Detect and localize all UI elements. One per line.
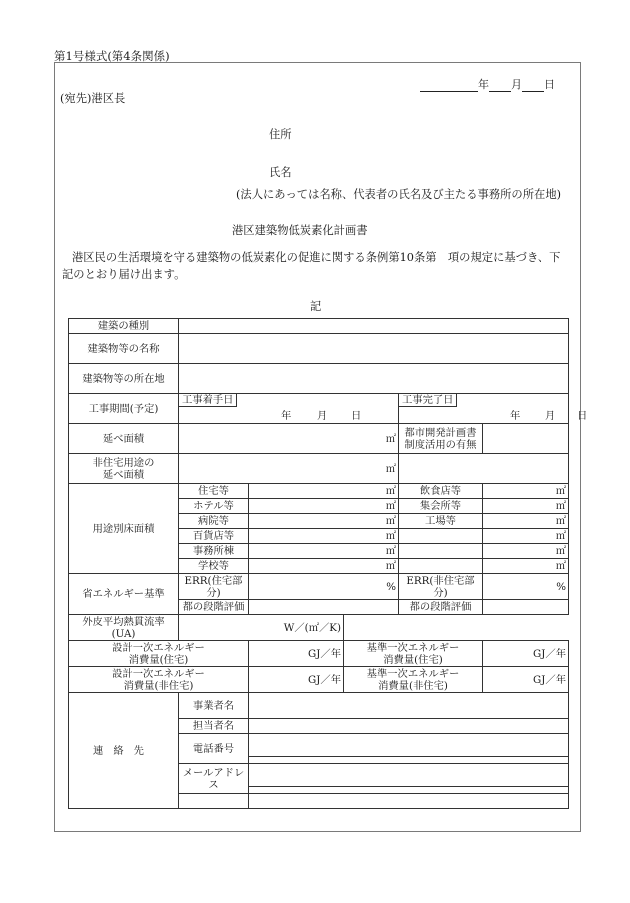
tokyo-eval-nonres-label: 都の段階評価 [399,600,483,615]
table-row [69,424,569,454]
use-right-field[interactable] [483,559,569,574]
use-left-label: 事務所棟 [179,544,249,559]
tokyo-eval-res-field[interactable] [249,600,399,615]
plan-table [68,318,588,809]
document-title: 港区建築物低炭素化計画書 [232,224,368,237]
use-left-field[interactable] [249,514,399,529]
bldg-name-field[interactable] [179,334,569,364]
date-line[interactable] [420,76,555,92]
ua-field[interactable] [179,615,344,641]
tokyo-eval-res-label: 都の段階評価 [179,600,249,615]
m2-unit: ㎡ [385,515,396,527]
bldg-location-field[interactable] [179,364,569,394]
year-blank[interactable] [420,80,478,92]
month-blank[interactable] [489,80,511,92]
address-label: 住所 [269,128,292,141]
use-right-field[interactable] [483,484,569,499]
m2-unit: ㎡ [385,530,396,542]
ua-unit: W／(㎡／K) [283,621,341,634]
table-row [69,574,569,600]
table-row [69,693,569,719]
addressee: (宛先)港区長 [60,92,126,105]
err-res-field[interactable] [249,574,399,600]
base-nonres-field[interactable] [483,667,569,693]
start-month: 月 [317,410,328,422]
table-row [69,641,569,667]
m2-unit: ㎡ [385,432,396,445]
email-field[interactable] [249,764,569,794]
use-right-label: 飲食店等 [399,484,483,499]
energy-std-label: 省エネルギー基準 [69,574,179,615]
use-right-field[interactable] [483,529,569,544]
bldg-location-label: 建築物等の所在地 [69,364,179,394]
bldg-name-label: 建築物等の名称 [69,334,179,364]
start-label: 工事着手日 [179,394,237,407]
total-area-field[interactable] [179,424,399,454]
gj-unit: GJ／年 [533,673,566,686]
month-label: 月 [511,78,522,91]
body-text: 港区民の生活環境を守る建築物の低炭素化の促進に関する条例第10条第 項の規定に基づき、下記のとおり届け出ます。 [62,251,561,281]
nonres-area-field[interactable] [179,454,399,484]
m2-unit: ㎡ [385,560,396,572]
finish-month: 月 [545,410,556,422]
percent-unit: % [556,580,566,593]
phone-field[interactable] [249,734,569,764]
contact-label: 連絡先 [69,693,179,809]
m2-unit: ㎡ [555,530,566,542]
table-row [69,394,569,424]
tokyo-eval-nonres-field[interactable] [483,600,569,615]
ki-heading: 記 [310,300,322,313]
name-note: (法人にあっては名称、代表者の氏名及び主たる事務所の所在地) [236,188,562,201]
period-label: 工事期間(予定) [69,394,179,424]
table-row [69,454,569,484]
design-nonres-field[interactable] [249,667,344,693]
finish-day: 日 [577,410,588,422]
use-right-field[interactable] [483,544,569,559]
use-left-field[interactable] [249,529,399,544]
contact-bottom-field [249,794,569,809]
m2-unit: ㎡ [555,560,566,572]
city-plan-field[interactable] [483,424,569,454]
use-right-field[interactable] [483,499,569,514]
use-left-label: ホテル等 [179,499,249,514]
kind-field[interactable] [179,319,569,334]
finish-label: 工事完了日 [399,394,457,407]
company-field[interactable] [249,693,569,719]
use-left-label: 学校等 [179,559,249,574]
base-res-label: 基準一次エネルギー 消費量(住宅) [344,641,483,667]
start-year: 年 [281,410,292,422]
use-left-field[interactable] [249,544,399,559]
table-row [69,334,569,364]
base-nonres-label: 基準一次エネルギー 消費量(非住宅) [344,667,483,693]
use-left-label: 住宅等 [179,484,249,499]
m2-unit: ㎡ [385,545,396,557]
finish-year: 年 [510,410,521,422]
base-res-field[interactable] [483,641,569,667]
table-row [69,615,569,641]
design-res-label: 設計一次エネルギー 消費量(住宅) [69,641,249,667]
design-res-field[interactable] [249,641,344,667]
use-right-label: 集会所等 [399,499,483,514]
use-right-label[interactable] [399,544,483,559]
design-nonres-label: 設計一次エネルギー 消費量(非住宅) [69,667,249,693]
err-nonres-label: ERR(非住宅部分) [399,574,483,600]
gj-unit: GJ／年 [533,647,566,660]
use-left-field[interactable] [249,499,399,514]
m2-unit: ㎡ [385,500,396,512]
m2-unit: ㎡ [555,545,566,557]
table-row [69,364,569,394]
err-res-label: ERR(住宅部分) [179,574,249,600]
total-area-label: 延べ面積 [69,424,179,454]
m2-unit: ㎡ [555,515,566,527]
day-blank[interactable] [522,80,544,92]
kind-label: 建築の種別 [69,319,179,334]
name-label: 氏名 [269,166,292,179]
m2-unit: ㎡ [555,500,566,512]
use-right-label[interactable] [399,559,483,574]
email-label: メールアドレス [179,764,249,794]
contact-bottom-blank [179,794,249,809]
person-field[interactable] [249,719,569,734]
company-label: 事業者名 [179,693,249,719]
use-left-field[interactable] [249,559,399,574]
use-right-label[interactable] [399,529,483,544]
start-day: 日 [351,410,362,422]
use-right-field[interactable] [483,514,569,529]
table-row [69,667,569,693]
use-left-field[interactable] [249,484,399,499]
start-date-cell[interactable] [179,394,399,424]
day-label: 日 [544,78,555,91]
phone-label: 電話番号 [179,734,249,764]
gj-unit: GJ／年 [308,673,341,686]
person-label: 担当者名 [179,719,249,734]
year-label: 年 [478,78,489,91]
gj-unit: GJ／年 [308,647,341,660]
percent-unit: % [386,580,396,593]
m2-unit: ㎡ [555,485,566,497]
use-left-label: 百貨店等 [179,529,249,544]
use-area-label: 用途別床面積 [69,484,179,574]
form-number: 第1号様式(第4条関係) [54,49,170,63]
table-row [69,319,569,334]
nonres-area-label: 非住宅用途の 延べ面積 [69,454,179,484]
finish-date-cell[interactable] [399,394,588,424]
city-plan-label: 都市開発計画書 制度活用の有無 [399,424,483,454]
use-right-label: 工場等 [399,514,483,529]
nonres-area-blank [399,454,569,484]
m2-unit: ㎡ [385,462,396,475]
use-left-label: 病院等 [179,514,249,529]
ua-blank [344,615,569,641]
m2-unit: ㎡ [385,485,396,497]
err-nonres-field[interactable] [483,574,569,600]
ua-label: 外皮平均熱貫流率 (UA) [69,615,179,641]
table-row [69,484,569,499]
